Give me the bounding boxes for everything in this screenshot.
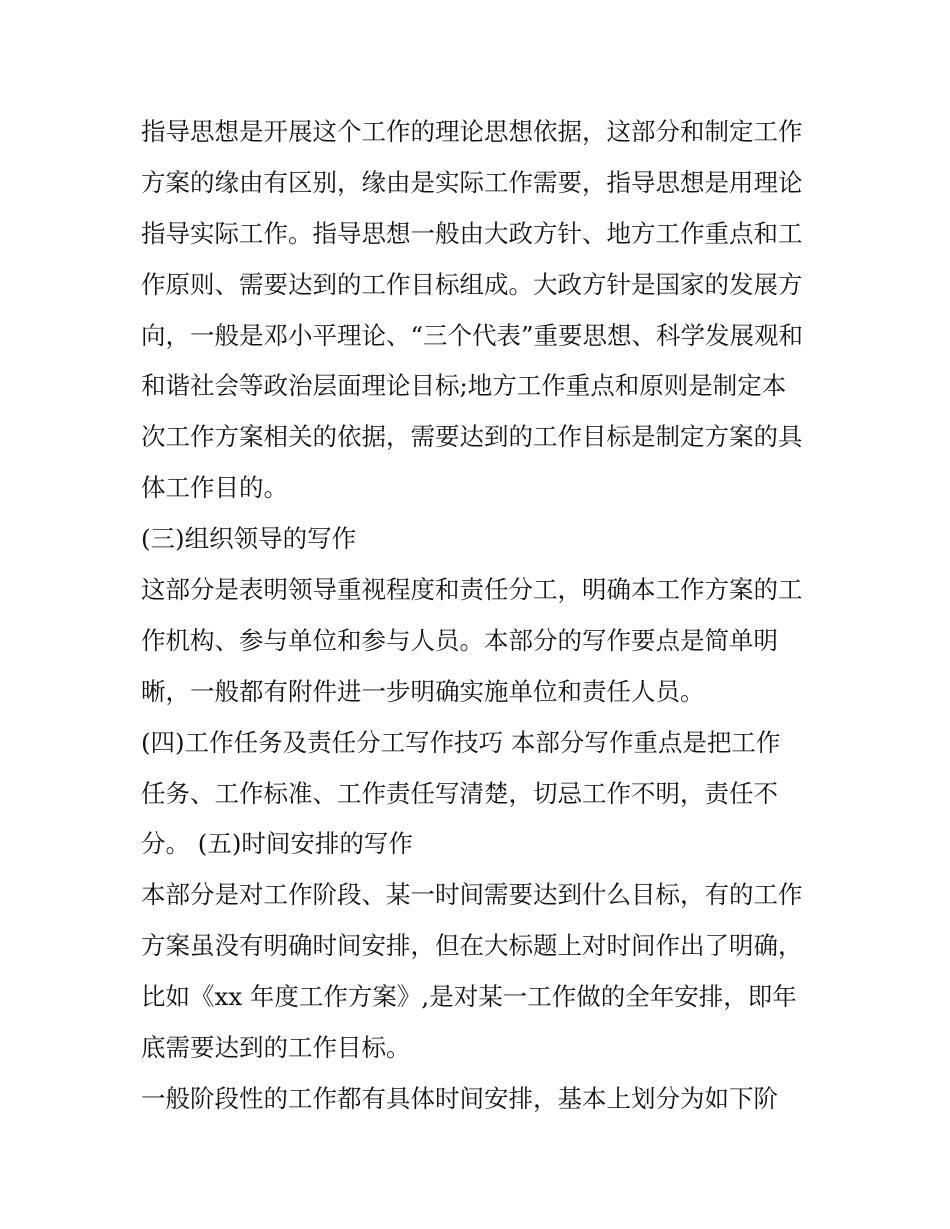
text-line-10: 这部分是表明领导重视程度和责任分工，明确本工作方案的工 — [141, 575, 803, 605]
text-line-12: 晰，一般都有附件进一步明确实施单位和责任人员。 — [141, 676, 705, 706]
text-line-18: 比如《xx 年度工作方案》,是对某一工作做的全年安排，即年 — [141, 982, 797, 1012]
text-line-2: 方案的缘由有区别，缘由是实际工作需要，指导思想是用理论 — [141, 167, 803, 197]
text-line-3: 指导实际工作。指导思想一般由大政方针、地方工作重点和工 — [141, 218, 803, 248]
text-line-19: 底需要达到的工作目标。 — [141, 1033, 411, 1063]
text-line-5: 向，一般是邓小平理论、“三个代表”重要思想、科学发展观和 — [141, 320, 804, 350]
text-line-14: 任务、工作标准、工作责任写清楚，切忌工作不明，责任不 — [141, 778, 778, 808]
text-line-6: 和谐社会等政治层面理论目标;地方工作重点和原则是制定本 — [141, 371, 787, 401]
text-line-11: 作机构、参与单位和参与人员。本部分的写作要点是简单明 — [141, 625, 778, 655]
section-heading-tasks: (四)工作任务及责任分工写作技巧 本部分写作重点是把工作 — [141, 727, 781, 757]
section-heading-schedule: 分。 (五)时间安排的写作 — [141, 829, 413, 859]
document-body — [141, 107, 821, 1125]
text-line-17: 方案虽没有明确时间安排，但在大标题上对时间作出了明确， — [141, 931, 803, 961]
text-line-1: 指导思想是开展这个工作的理论思想依据，这部分和制定工作 — [141, 117, 803, 146]
text-line-20: 一般阶段性的工作都有具体时间安排，基本上划分为如下阶 — [141, 1083, 778, 1113]
text-line-4: 作原则、需要达到的工作目标组成。大政方针是国家的发展方 — [141, 269, 803, 299]
section-heading-organization: (三)组织领导的写作 — [141, 524, 357, 554]
text-line-8: 体工作目的。 — [141, 473, 288, 503]
text-line-16: 本部分是对工作阶段、某一时间需要达到什么目标，有的工作 — [141, 880, 803, 910]
text-line-7: 次工作方案相关的依据，需要达到的工作目标是制定方案的具 — [141, 422, 803, 452]
